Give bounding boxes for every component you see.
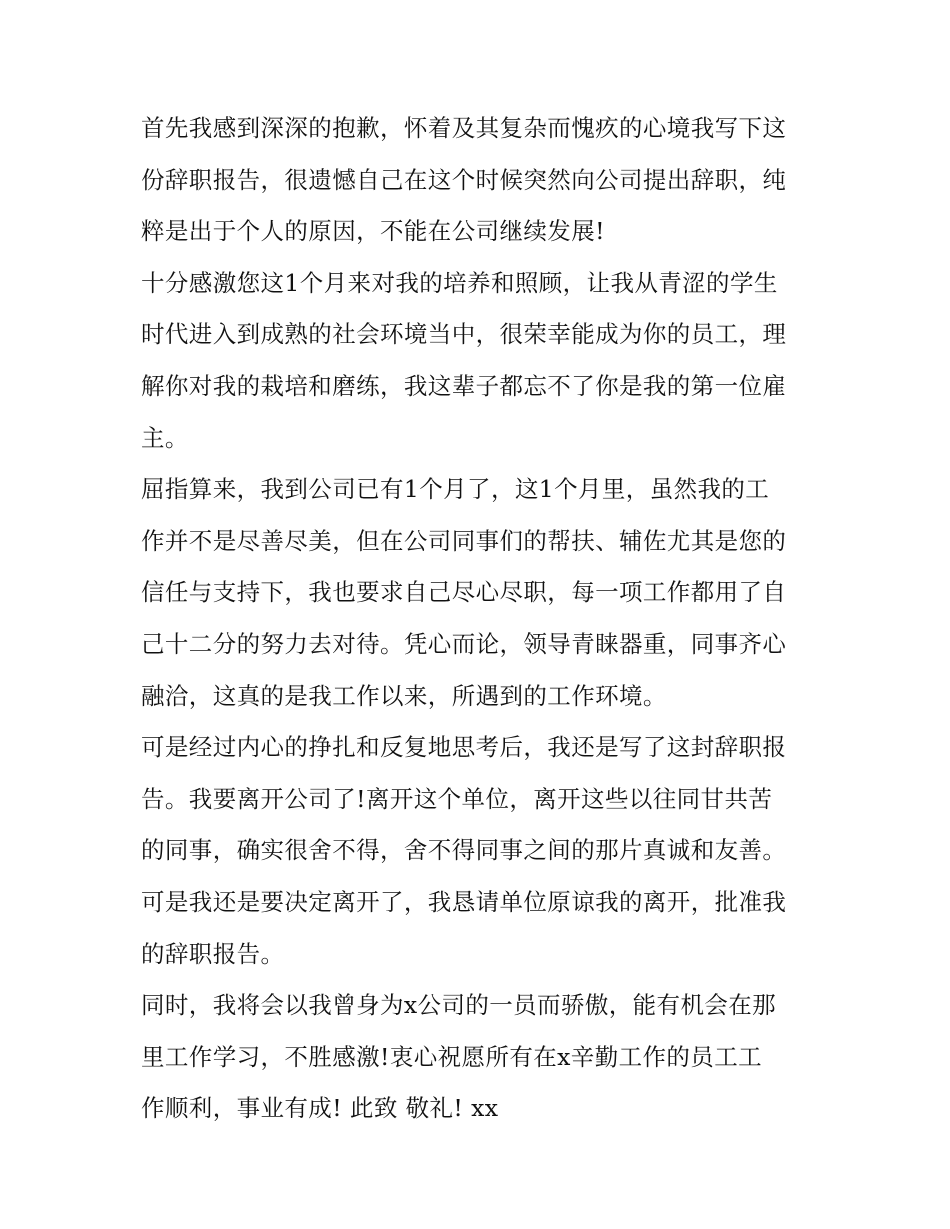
text-line: 主。 bbox=[141, 423, 189, 452]
text-line: 解你对我的栽培和磨练，我这辈子都忘不了你是我的第一位雇 bbox=[141, 371, 787, 400]
text-line: 可是经过内心的挣扎和反复地思考后，我还是写了这封辞职报 bbox=[141, 733, 787, 762]
resignation-letter-body bbox=[141, 103, 821, 1135]
text-line: 告。我要离开公司了!离开这个单位，离开这些以往同甘共苦 bbox=[141, 784, 773, 813]
text-line: 作顺利，事业有成! 此致 敬礼! xx bbox=[141, 1094, 499, 1123]
text-line: 首先我感到深深的抱歉，怀着及其复杂而愧疚的心境我写下这 bbox=[141, 114, 787, 142]
text-line: 十分感激您这1个月来对我的培养和照顾，让我从青涩的学生 bbox=[141, 268, 778, 297]
text-line: 份辞职报告，很遗憾自己在这个时候突然向公司提出辞职，纯 bbox=[141, 165, 787, 194]
text-line: 的同事，确实很舍不得，舍不得同事之间的那片真诚和友善。 bbox=[141, 836, 787, 865]
text-line: 作并不是尽善尽美，但在公司同事们的帮扶、辅佐尤其是您的 bbox=[141, 526, 787, 555]
text-line: 屈指算来，我到公司已有1个月了，这1个月里，虽然我的工 bbox=[141, 475, 770, 504]
text-line: 里工作学习，不胜感激!衷心祝愿所有在x辛勤工作的员工工 bbox=[141, 1042, 762, 1071]
text-line: 粹是出于个人的原因，不能在公司继续发展! bbox=[141, 217, 605, 246]
text-line: 己十二分的努力去对待。凭心而论，领导青睐器重，同事齐心 bbox=[141, 629, 787, 658]
text-line: 同时，我将会以我曾身为x公司的一员而骄傲，能有机会在那 bbox=[141, 991, 777, 1020]
text-line: 的辞职报告。 bbox=[141, 939, 285, 968]
text-line: 融洽，这真的是我工作以来，所遇到的工作环境。 bbox=[141, 681, 667, 710]
text-line: 信任与支持下，我也要求自己尽心尽职，每一项工作都用了自 bbox=[141, 578, 787, 607]
text-line: 时代进入到成熟的社会环境当中，很荣幸能成为你的员工，理 bbox=[141, 320, 787, 349]
text-line: 可是我还是要决定离开了，我恳请单位原谅我的离开，批准我 bbox=[141, 887, 787, 916]
